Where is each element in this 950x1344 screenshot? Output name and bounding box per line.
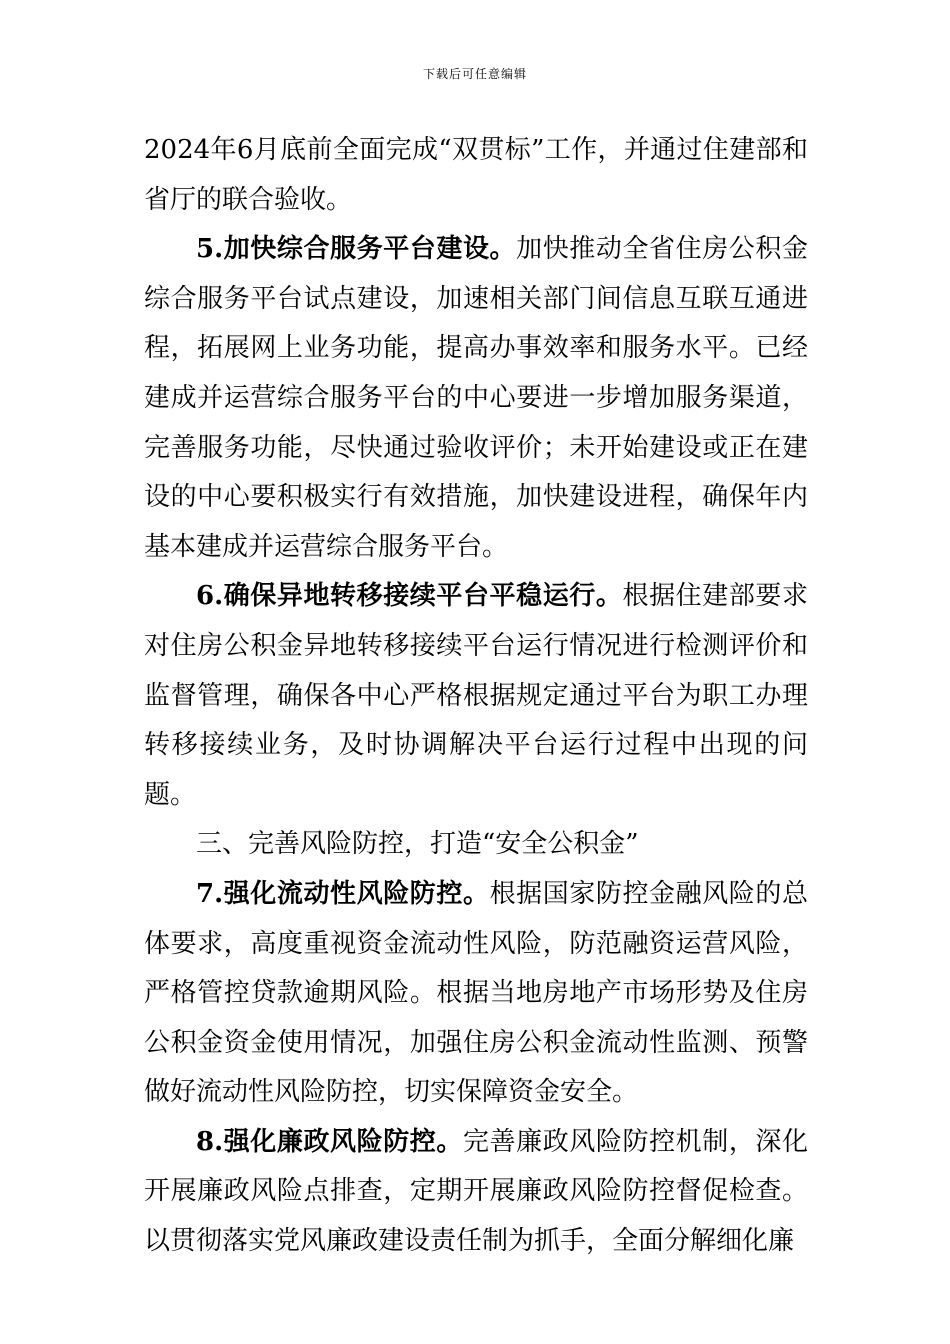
section-heading-text: 三、完善风险防控，打造“安全公积金” — [196, 829, 639, 860]
paragraph-text: 加快推动全省住房公积金综合服务平台试点建设，加速相关部门间信息互联互通进程，拓展网上业务功能，提高办事效率和服务水平。已经建成并运营综合服务平台的中心要进一步增加服务渠道，完善服务功能，尽快通过验收评价；未开始建设或正在建设的中心要积极实行有效措施，加快建设进程，确保年内基本建成并运营综合服务平台。 — [144, 234, 808, 562]
section-heading — [144, 820, 808, 870]
paragraph-item-5 — [144, 225, 808, 572]
paragraph-text: 根据住建部要求对住房公积金异地转移接续平台运行情况进行检测评价和监督管理，确保各中心严格根据规定通过平台为职工办理转移接续业务，及时协调解决平台运行过程中出现的问题。 — [144, 581, 808, 810]
paragraph-item-6 — [144, 572, 808, 820]
paragraph-lead: 7.强化流动性风险防控。 — [196, 878, 490, 909]
document-body — [144, 126, 808, 1267]
paragraph-lead: 6.确保异地转移接续平台平稳运行。 — [196, 581, 623, 612]
paragraph-text: 完善廉政风险防控机制，深化开展廉政风险点排查，定期开展廉政风险防控督促检查。以贯彻落实党风廉政建设责任制为抓手，全面分解细化廉 — [144, 1126, 808, 1257]
paragraph-text: 根据国家防控金融风险的总体要求，高度重视资金流动性风险，防范融资运营风险，严格管控贷款逾期风险。根据当地房地产市场形势及住房公积金资金使用情况，加强住房公积金流动性监测、预警做好流动性风险防控，切实保障资金安全。 — [144, 878, 808, 1108]
paragraph-item-7 — [144, 870, 808, 1118]
paragraph-item-8 — [144, 1118, 808, 1267]
paragraph-text: 2024年6月底前全面完成“双贯标”工作，并通过住建部和省厅的联合验收。 — [144, 135, 808, 215]
paragraph-lead: 8.强化廉政风险防控。 — [196, 1126, 463, 1157]
paragraph-continued — [144, 126, 808, 225]
paragraph-lead: 5.加快综合服务平台建设。 — [196, 234, 517, 265]
page-header: 下载后可任意编辑 — [422, 67, 527, 81]
